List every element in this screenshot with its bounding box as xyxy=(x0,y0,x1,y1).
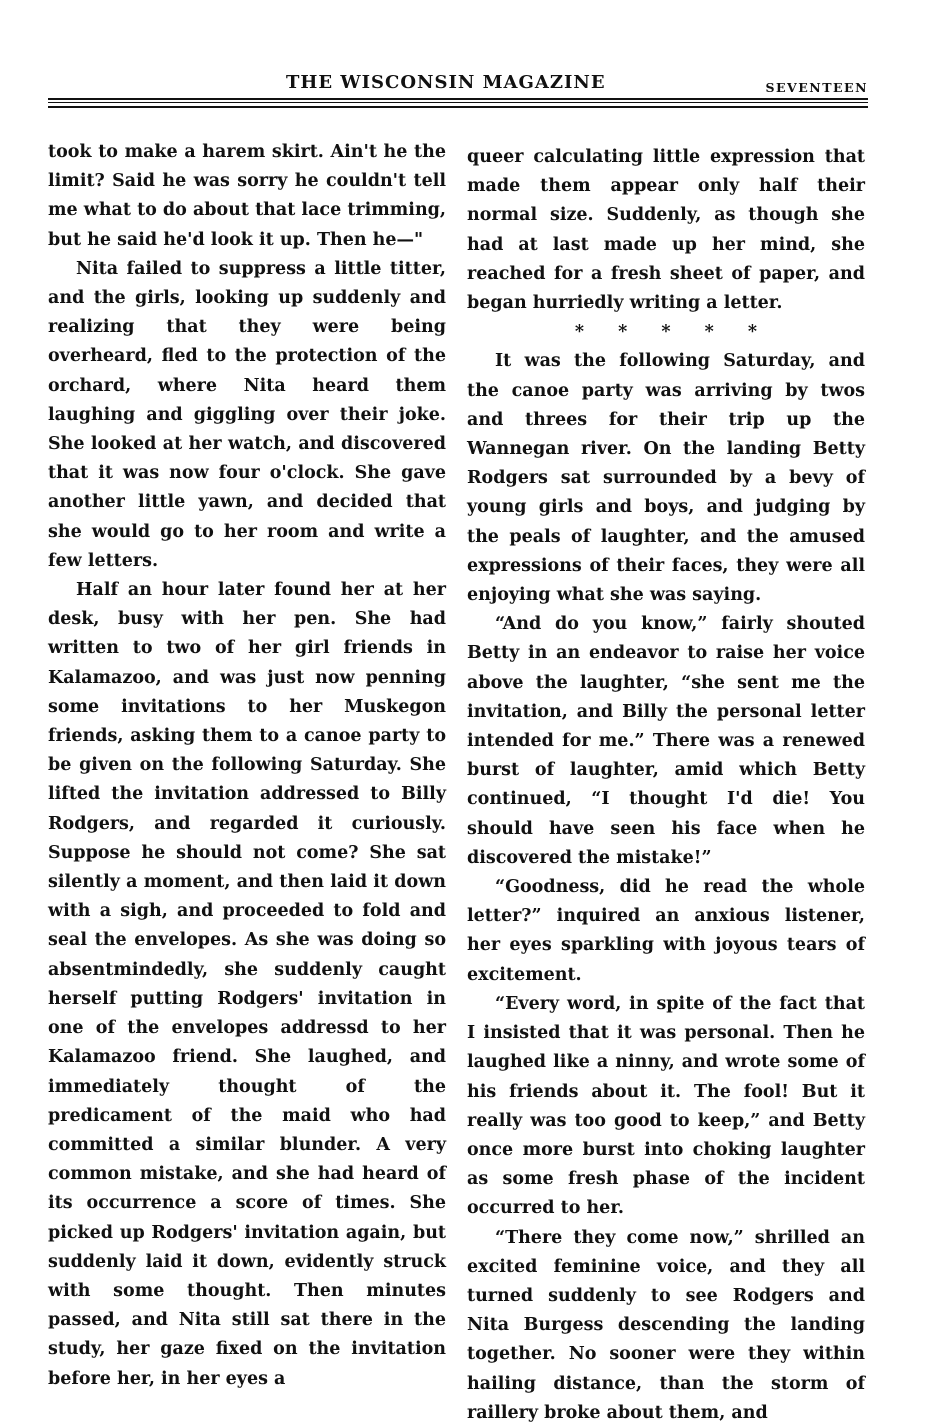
paragraph: queer calculating little expression that made them appear only half their normal size. Suddenly, as though she had at last made up her mind, she reached for a fresh sheet of paper, and began hurriedly writing a letter. xyxy=(467,147,865,314)
left-column xyxy=(48,138,446,1394)
right-column xyxy=(467,143,865,1428)
paragraph: “There they come now,” shrilled an excited feminine voice, and they all turned suddenly to see Rodgers and Nita Burgess descending the landing together. No sooner were they within hailing distance, than the storm of raillery broke about them, and xyxy=(467,1227,865,1423)
paragraph: “And do you know,” fairly shouted Betty in an endeavor to raise her voice above the laughter, “she sent me the invitation, and Billy the personal letter intended for me.” There was a renewed burst of laughter, amid which Betty continued, “I thought I'd die! You should have seen his face when he discovered the mistake!” xyxy=(467,614,865,868)
page-number-label: SEVENTEEN xyxy=(765,80,868,95)
header-rule xyxy=(48,98,868,116)
paragraph: Nita failed to suppress a little titter, and the girls, looking up suddenly and realizing that they were being overheard, fled to the protection of the orchard, where Nita heard them laughing and giggling over their joke. She looked at her watch, and discovered that it was now four o'clock. She gave another little yawn, and decided that she would go to her room and write a few letters. xyxy=(48,258,446,571)
magazine-title: THE WISCONSIN MAGAZINE xyxy=(286,72,606,93)
paragraph: took to make a harem skirt. Ain't he the limit? Said he was sorry he couldn't tell me what to do about that lace trimming, but he said he'd look it up. Then he—" xyxy=(48,142,446,250)
paragraph: “Goodness, did he read the whole letter?” inquired an anxious listener, her eyes sparkling with joyous tears of excitement. xyxy=(467,877,865,985)
paragraph: “Every word, in spite of the fact that I insisted that it was personal. Then he laughed like a ninny, and wrote some of his friends about it. The fool! But it really was too good to keep,” and Betty once more burst into choking laughter as some fresh phase of the incident occurred to her. xyxy=(467,993,865,1219)
paragraph: It was the following Saturday, and the canoe party was arriving by twos and threes for their trip up the Wannegan river. On the landing Betty Rodgers sat surrounded by a bevy of young girls and boys, and judging by the peals of laughter, and the amused expressions of their faces, they were all enjoying what she was saying. xyxy=(467,351,865,606)
section-break: * * * * * xyxy=(574,322,772,343)
paragraph: Half an hour later found her at her desk, busy with her pen. She had written to two of her girl friends in Kalamazoo, and was just now penning some invitations to her Muskegon friends, asking them to a canoe party to be given on the following Saturday. She lifted the invitation addressed to Billy Rodgers, and regarded it curiously. Suppose he should not come? She sat silently a moment, and then laid it down with a sigh, and proceeded to fold and seal the envelopes. As she was doing so absentmindedly, she suddenly caught herself putting Rodgers' invitation in one of the envelopes addressd to her Kalamazoo friend. She laughed, and immediately thought of the predicament of the maid who had committed a similar blunder. A very common mistake, and she had heard of its occurrence a score of times. She picked up Rodgers' invitation again, but suddenly laid it down, evidently struck with some thought. Then minutes passed, and Nita still sat there in the study, her gaze fixed on the invitation before her, in her eyes a xyxy=(48,580,446,1389)
page-header xyxy=(48,72,868,98)
